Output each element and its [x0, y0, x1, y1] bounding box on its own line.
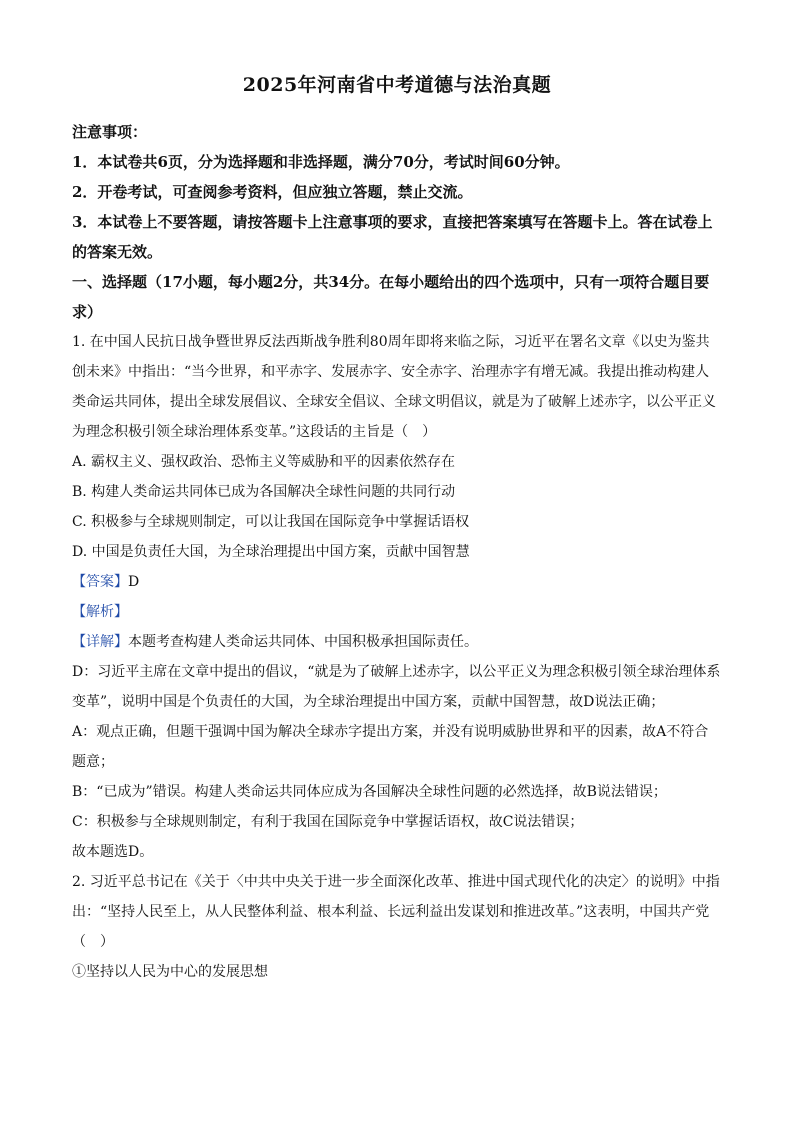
- answer-tag: 【答案】: [72, 574, 128, 590]
- question-1-option-a: A. 霸权主义、强权政治、恐怖主义等威胁和平的因素依然存在: [72, 454, 456, 470]
- answer-value: D: [128, 574, 140, 590]
- analysis-tag: 【解析】: [72, 604, 128, 620]
- explanation-c: C：积极参与全球规则制定，有利于我国在国际竞争中掌握话语权，故C说法错误；: [72, 814, 584, 830]
- note-item-1: 1．本试卷共6页，分为选择题和非选择题，满分70分，考试时间60分钟。: [72, 153, 570, 171]
- section-heading: 一、选择题（17小题，每小题2分，共34分。在每小题给出的四个选项中，只有一项符合题目要求）: [72, 273, 710, 321]
- question-1-option-c: C. 积极参与全球规则制定，可以让我国在国际竞争中掌握话语权: [72, 514, 470, 530]
- explanation-d: D：习近平主席在文章中提出的倡议，“就是为了破解上述赤字，以公平正义为理念积极引领全球治理体系变革”，说明中国是个负责任的大国，为全球治理提出中国方案，贡献中国智慧，故D说法正确；: [72, 664, 721, 710]
- explanation-a: A：观点正确，但题干强调中国为解决全球赤字提出方案，并没有说明威胁世界和平的因素，故A不符合题意；: [72, 724, 709, 770]
- detail-line: [72, 627, 722, 657]
- note-item-2: 2．开卷考试，可查阅参考资料，但应独立答题，禁止交流。: [72, 183, 473, 201]
- detail-text: 本题考查构建人类命运共同体、中国积极承担国际责任。: [128, 634, 478, 650]
- question-1-option-d: D. 中国是负责任大国，为全球治理提出中国方案，贡献中国智慧: [72, 544, 470, 560]
- question-1-option-b: B. 构建人类命运共同体已成为各国解决全球性问题的共同行动: [72, 484, 456, 500]
- exam-page: [72, 70, 722, 987]
- notes-heading: 注意事项：: [72, 123, 148, 141]
- note-item-3: 3．本试卷上不要答题，请按答题卡上注意事项的要求，直接把答案填写在答题卡上。答在试卷上的答案无效。: [72, 213, 713, 261]
- question-1-stem: 1. 在中国人民抗日战争暨世界反法西斯战争胜利80周年即将来临之际，习近平在署名文章《以史为鉴共创未来》中指出：“当今世界，和平赤字、发展赤字、安全赤字、治理赤字有增无减。我提出推动构建人类命运共同体，提出全球发展倡议、全球安全倡议、全球文明倡议，就是为了破解上述赤字，以公平正义为理念积极引领全球治理体系变革。”这段话的主旨是（ ）: [72, 334, 716, 440]
- question-2-statement-1: ①坚持以人民为中心的发展思想: [72, 964, 268, 980]
- answer-line: [72, 567, 722, 597]
- detail-tag: 【详解】: [72, 634, 128, 650]
- explanation-conclusion: 故本题选D。: [72, 844, 154, 860]
- analysis-line: [72, 597, 722, 627]
- question-2-stem: 2. 习近平总书记在《关于〈中共中央关于进一步全面深化改革、推进中国式现代化的决定〉的说明》中指出：“坚持人民至上，从人民整体利益、根本利益、长远利益出发谋划和推进改革。”这表明，中国共产党（ ）: [72, 874, 720, 950]
- page-title: 2025年河南省中考道德与法治真题: [242, 74, 552, 96]
- explanation-b: B：“已成为”错误。构建人类命运共同体应成为各国解决全球性问题的必然选择，故B说法错误；: [72, 784, 667, 800]
